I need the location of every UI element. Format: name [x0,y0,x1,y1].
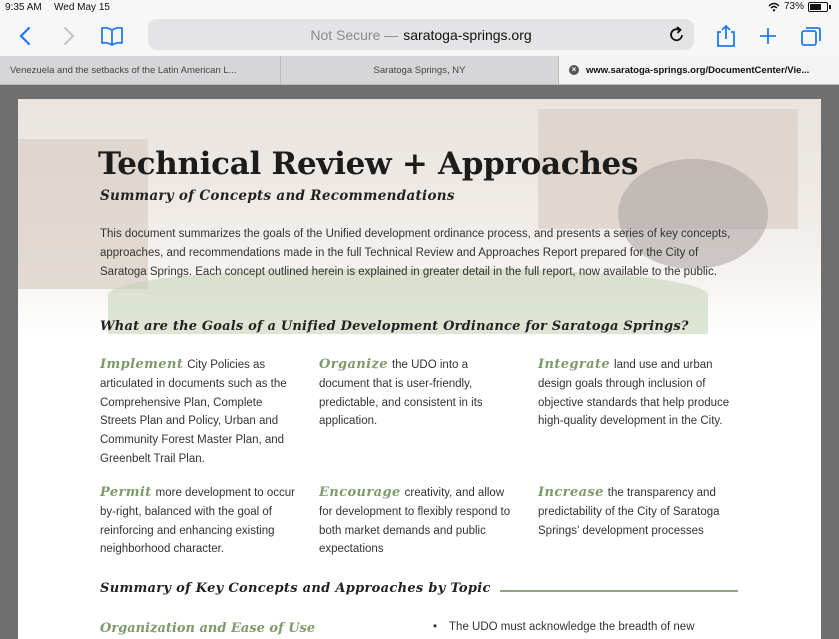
address-bar[interactable] [148,19,694,50]
goal-encourage [319,484,519,559]
status-date: Wed May 15 [54,2,110,13]
goal-text: creativity, and allow for development to flexibly respond to both market demands and public expectations [319,487,511,556]
status-right [768,1,831,12]
goal-organize [319,356,509,431]
plus-icon [758,26,778,46]
goal-keyword: Encourage [319,485,401,500]
bullet-icon: • [433,621,438,633]
battery-nub [829,5,831,9]
new-tab-button[interactable] [752,16,784,56]
document-page [18,99,821,639]
goal-keyword: Implement [100,357,184,372]
battery-percent: 73% [783,1,804,12]
document-subtitle: Summary of Concepts and Recommendations [100,188,455,204]
topic-heading-partial: Organization and Ease of Use [100,621,316,636]
document-title: Technical Review + Approaches [98,146,639,182]
browser-toolbar [0,16,839,56]
goal-implement [100,356,300,469]
goal-keyword: Increase [538,485,604,500]
topic-bullet-text: The UDO must acknowledge the breadth of new [449,621,695,633]
goal-keyword: Permit [100,485,152,500]
not-secure-label: Not Secure — [310,26,399,43]
goal-text: the UDO into a document that is user-friendly, predictable, and consistent in its application. [319,359,483,428]
battery-icon [808,2,828,12]
status-time: 9:35 AM [5,2,42,13]
goal-keyword: Integrate [538,357,611,372]
tabs-icon [800,25,822,47]
tab-bar [0,56,839,85]
chevron-left-icon [19,26,31,46]
goal-text: City Policies as articulated in documents such as the Comprehensive Plan, Complete Streets Plan and Policy, Urban and Community Forest Master Plan, and Greenbelt Trail Plan. [100,359,287,465]
chevron-right-icon [63,26,75,46]
tab-venezuela[interactable] [0,56,281,84]
tab-label: Saratoga Springs, NY [373,64,466,76]
document-viewer[interactable] [0,85,839,636]
share-icon [715,24,737,48]
summary-heading: Summary of Key Concepts and Approaches by Topic [100,581,491,596]
goal-text: the transparency and predictability of the City of Saratoga Springs’ development processes [538,487,720,537]
status-bar [0,0,839,16]
goal-keyword: Organize [319,357,388,372]
hero-image [18,99,821,334]
share-button[interactable] [710,16,742,56]
goal-integrate [538,356,738,431]
goal-increase [538,484,738,540]
book-icon [100,26,124,46]
goal-text: land use and urban design goals through inclusion of objective standards that help produce high-quality development in the City. [538,359,730,428]
goal-text: more development to occur by-right, balanced with the goal of reinforcing and enhancing existing neighborhood character. [100,487,296,556]
intro-paragraph: This document summarizes the goals of the Unified development ordinance process, and presents a series of key concepts, approaches, and recommendations made in the full Technical Review and Approaches Report prepared for the City of Saratoga Springs. Each concept outlined herein is explained in greater detail in the full report, now available to the public. [100,228,731,278]
close-icon[interactable]: × [569,65,579,75]
wifi-icon [768,2,780,12]
tab-saratoga[interactable] [281,56,559,84]
summary-divider [500,590,738,592]
tab-document-center[interactable] [559,56,839,84]
forward-button[interactable] [54,16,84,56]
back-button[interactable] [10,16,40,56]
tabs-overview-button[interactable] [795,16,827,56]
goal-permit [100,484,300,559]
bookmarks-button[interactable] [96,16,128,56]
goals-heading: What are the Goals of a Unified Development Ordinance for Saratoga Springs? [100,319,689,334]
tab-label: www.saratoga-springs.org/DocumentCenter/Vie... [586,64,810,76]
address-domain: saratoga-springs.org [403,26,532,43]
reload-icon[interactable] [669,26,685,43]
tab-label: Venezuela and the setbacks of the Latin American L... [10,64,237,76]
topic-bullet-partial [433,621,695,633]
